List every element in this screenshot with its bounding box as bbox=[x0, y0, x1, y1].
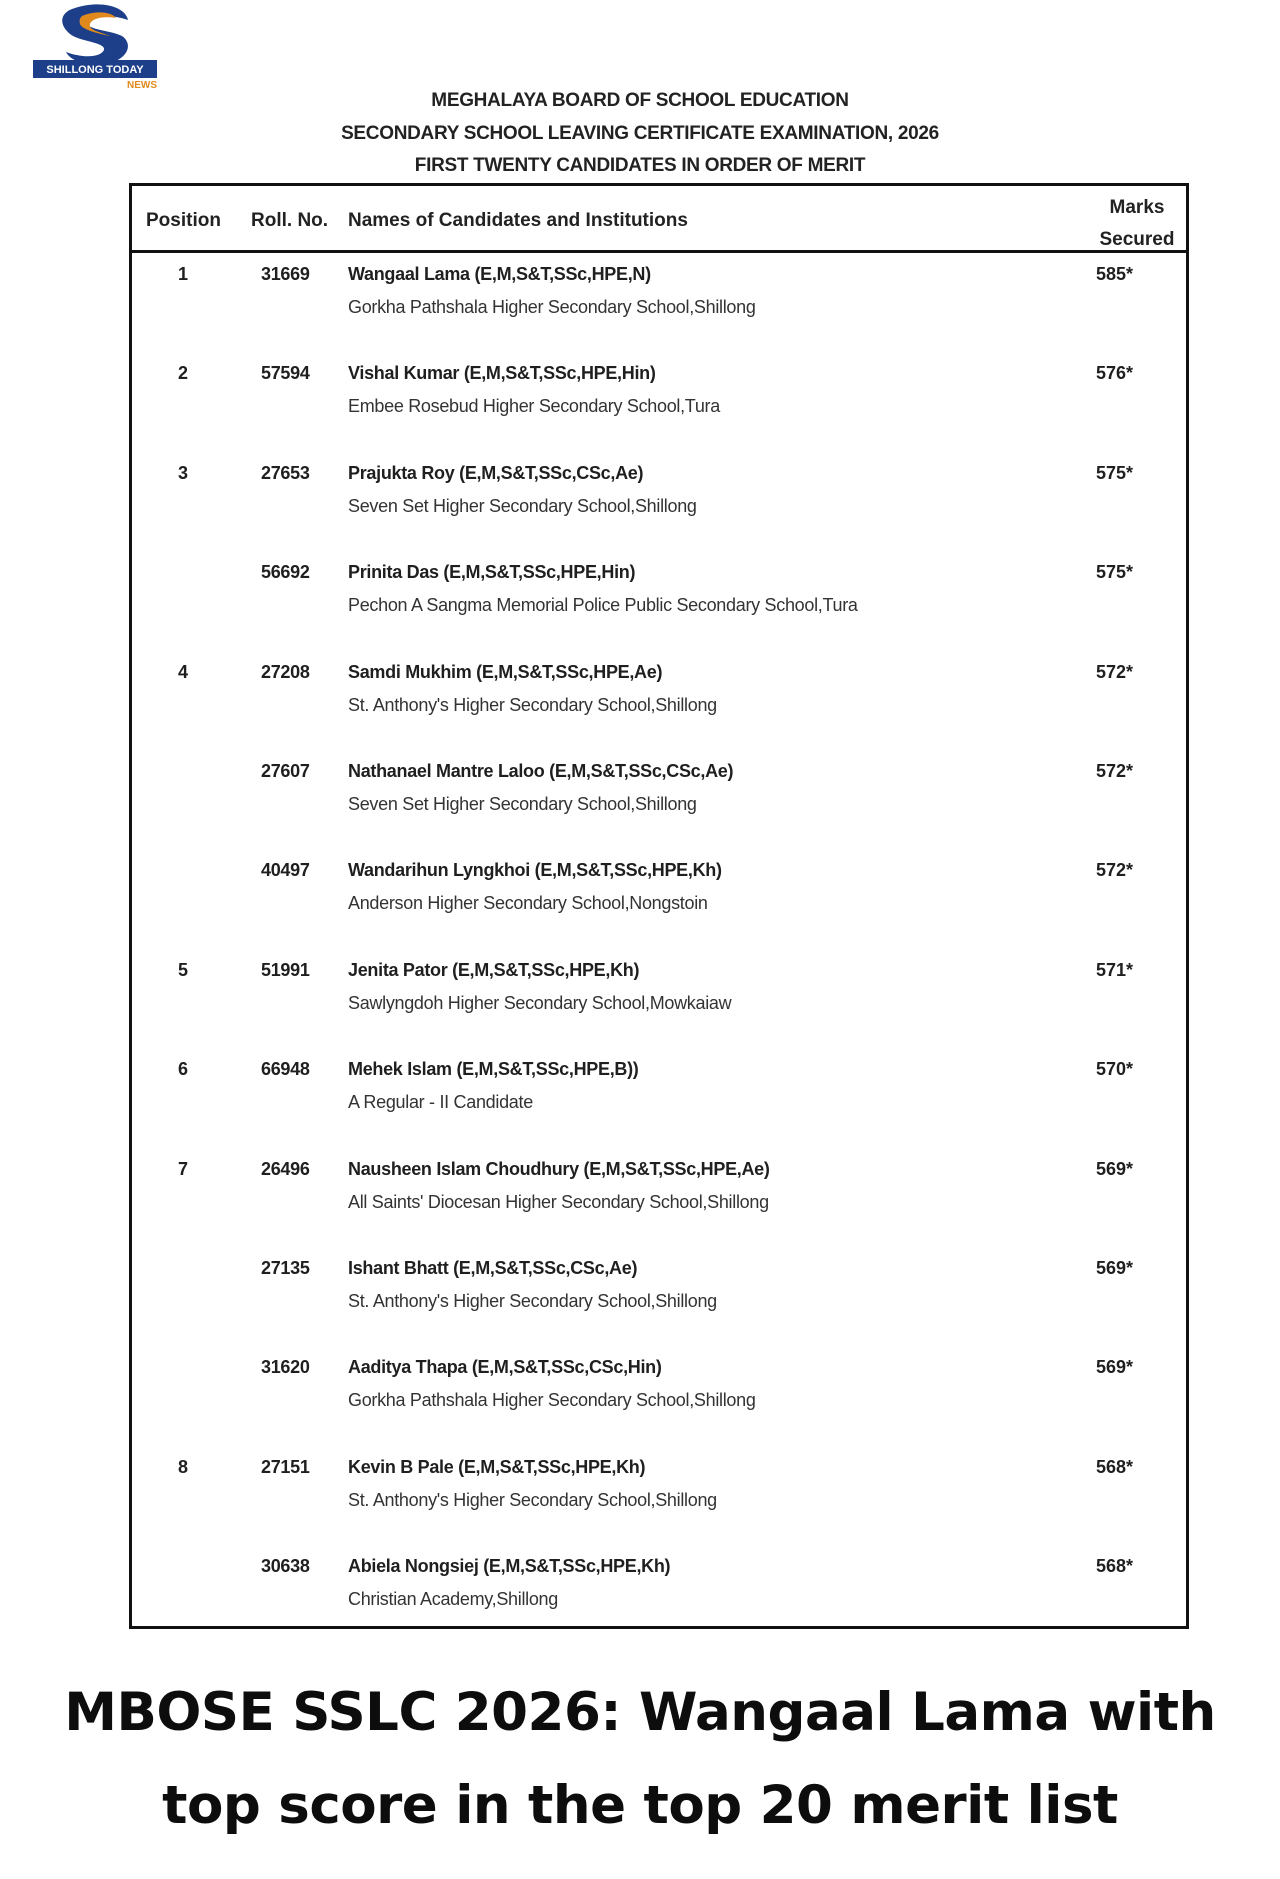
table-row bbox=[132, 854, 1186, 952]
cell-roll-number: 40497 bbox=[261, 860, 310, 881]
cell-institution: St. Anthony's Higher Secondary School,Shillong bbox=[348, 694, 717, 715]
cell-candidate-name: Nausheen Islam Choudhury (E,M,S&T,SSc,HPE,Ae) bbox=[348, 1158, 770, 1179]
cell-marks: 568* bbox=[1096, 1456, 1134, 1477]
cell-candidate-name: Nathanael Mantre Laloo (E,M,S&T,SSc,CSc,Ae) bbox=[348, 761, 734, 781]
cell-position: 6 bbox=[178, 1059, 189, 1080]
logo-sub-text: NEWS bbox=[127, 80, 157, 91]
cell-marks: 571* bbox=[1096, 959, 1134, 980]
cell-candidate-name: Wangaal Lama (E,M,S&T,SSc,HPE,N) bbox=[348, 264, 651, 284]
cell-candidate-name: Abiela Nongsiej (E,M,S&T,SSc,HPE,Kh) bbox=[348, 1556, 671, 1577]
cell-candidate-name: Samdi Mukhim (E,M,S&T,SSc,HPE,Ae) bbox=[348, 661, 663, 682]
cell-institution: Seven Set Higher Secondary School,Shillong bbox=[348, 495, 697, 516]
cell-institution: A Regular - II Candidate bbox=[348, 1092, 533, 1113]
table-header bbox=[132, 186, 1186, 253]
table-row bbox=[132, 556, 1186, 654]
cell-candidate-name: Prajukta Roy (E,M,S&T,SSc,CSc,Ae) bbox=[348, 462, 644, 483]
cell-candidate-name: Kevin B Pale (E,M,S&T,SSc,HPE,Kh) bbox=[348, 1456, 646, 1477]
col-header-marks-line1: Marks bbox=[1109, 197, 1165, 218]
cell-institution: Pechon A Sangma Memorial Police Public Secondary School,Tura bbox=[348, 595, 858, 616]
list-title: FIRST TWENTY CANDIDATES IN ORDER OF MERIT bbox=[414, 155, 866, 176]
cell-roll-number: 27607 bbox=[261, 761, 310, 781]
cell-roll-number: 27653 bbox=[261, 462, 310, 483]
cell-institution: Christian Academy,Shillong bbox=[348, 1589, 558, 1610]
col-header-name: Names of Candidates and Institutions bbox=[348, 210, 688, 231]
cell-marks: 572* bbox=[1096, 761, 1134, 781]
cell-institution: Gorkha Pathshala Higher Secondary School,Shillong bbox=[348, 297, 756, 317]
cell-institution: St. Anthony's Higher Secondary School,Shillong bbox=[348, 1291, 717, 1311]
cell-position: 3 bbox=[178, 462, 189, 483]
cell-institution: Gorkha Pathshala Higher Secondary School,Shillong bbox=[348, 1390, 756, 1411]
cell-institution: Anderson Higher Secondary School,Nongstoin bbox=[348, 893, 708, 914]
table-row bbox=[132, 457, 1186, 555]
exam-title: SECONDARY SCHOOL LEAVING CERTIFICATE EXAMINATION, 2026 bbox=[341, 123, 939, 144]
cell-marks: 575* bbox=[1096, 562, 1134, 583]
cell-candidate-name: Prinita Das (E,M,S&T,SSc,HPE,Hin) bbox=[348, 562, 636, 583]
cell-institution: All Saints' Diocesan Higher Secondary School,Shillong bbox=[348, 1191, 769, 1212]
cell-marks: 576* bbox=[1096, 363, 1134, 384]
table-row bbox=[132, 954, 1186, 1052]
table-row bbox=[132, 755, 1186, 853]
caption-line-2: top score in the top 20 merit list bbox=[162, 1775, 1118, 1836]
shillong-today-logo bbox=[30, 0, 160, 95]
cell-candidate-name: Mehek Islam (E,M,S&T,SSc,HPE,B)) bbox=[348, 1059, 639, 1080]
cell-position: 5 bbox=[178, 959, 189, 980]
merit-table bbox=[129, 183, 1189, 1629]
cell-candidate-name: Ishant Bhatt (E,M,S&T,SSc,CSc,Ae) bbox=[348, 1258, 638, 1278]
cell-roll-number: 30638 bbox=[261, 1556, 310, 1577]
logo-icon bbox=[30, 0, 160, 95]
cell-candidate-name: Wandarihun Lyngkhoi (E,M,S&T,SSc,HPE,Kh) bbox=[348, 860, 722, 881]
cell-marks: 570* bbox=[1096, 1059, 1134, 1080]
cell-roll-number: 26496 bbox=[261, 1158, 310, 1179]
cell-roll-number: 31669 bbox=[261, 264, 310, 284]
logo-brand-text: SHILLONG TODAY bbox=[46, 64, 144, 76]
cell-candidate-name: Vishal Kumar (E,M,S&T,SSc,HPE,Hin) bbox=[348, 363, 656, 384]
table-row bbox=[132, 357, 1186, 455]
cell-roll-number: 57594 bbox=[261, 363, 310, 384]
table-row bbox=[132, 1451, 1186, 1549]
cell-institution: St. Anthony's Higher Secondary School,Shillong bbox=[348, 1489, 717, 1510]
caption-line-1: MBOSE SSLC 2026: Wangaal Lama with bbox=[64, 1682, 1216, 1743]
table-row bbox=[132, 1550, 1186, 1648]
cell-position: 2 bbox=[178, 363, 189, 384]
table-row bbox=[132, 656, 1186, 754]
table-row bbox=[132, 1252, 1186, 1350]
cell-marks: 568* bbox=[1096, 1556, 1134, 1577]
cell-candidate-name: Jenita Pator (E,M,S&T,SSc,HPE,Kh) bbox=[348, 959, 640, 980]
cell-position: 4 bbox=[178, 661, 189, 682]
cell-marks: 572* bbox=[1096, 661, 1134, 682]
cell-candidate-name: Aaditya Thapa (E,M,S&T,SSc,CSc,Hin) bbox=[348, 1357, 662, 1378]
cell-marks: 569* bbox=[1096, 1158, 1134, 1179]
col-header-marks-line2: Secured bbox=[1099, 229, 1175, 250]
cell-marks: 569* bbox=[1096, 1357, 1134, 1378]
cell-roll-number: 27208 bbox=[261, 661, 310, 682]
cell-institution: Seven Set Higher Secondary School,Shillong bbox=[348, 794, 697, 814]
cell-roll-number: 66948 bbox=[261, 1059, 310, 1080]
col-header-position: Position bbox=[146, 210, 221, 231]
cell-roll-number: 51991 bbox=[261, 959, 310, 980]
cell-roll-number: 31620 bbox=[261, 1357, 310, 1378]
table-row bbox=[132, 1351, 1186, 1449]
cell-roll-number: 27135 bbox=[261, 1258, 310, 1278]
cell-marks: 575* bbox=[1096, 462, 1134, 483]
table-row bbox=[132, 1153, 1186, 1251]
cell-institution: Sawlyngdoh Higher Secondary School,Mowkaiaw bbox=[348, 992, 732, 1013]
cell-institution: Embee Rosebud Higher Secondary School,Tura bbox=[348, 396, 720, 417]
col-header-roll: Roll. No. bbox=[251, 210, 329, 231]
cell-marks: 585* bbox=[1096, 264, 1134, 284]
cell-position: 8 bbox=[178, 1456, 189, 1477]
cell-position: 7 bbox=[178, 1158, 189, 1179]
cell-position: 1 bbox=[178, 264, 189, 284]
table-row bbox=[132, 1053, 1186, 1151]
board-title: MEGHALAYA BOARD OF SCHOOL EDUCATION bbox=[431, 90, 849, 111]
col-header-marks bbox=[1087, 192, 1187, 256]
table-row bbox=[132, 258, 1186, 356]
cell-roll-number: 56692 bbox=[261, 562, 310, 583]
cell-roll-number: 27151 bbox=[261, 1456, 310, 1477]
cell-marks: 569* bbox=[1096, 1258, 1134, 1278]
cell-marks: 572* bbox=[1096, 860, 1134, 881]
